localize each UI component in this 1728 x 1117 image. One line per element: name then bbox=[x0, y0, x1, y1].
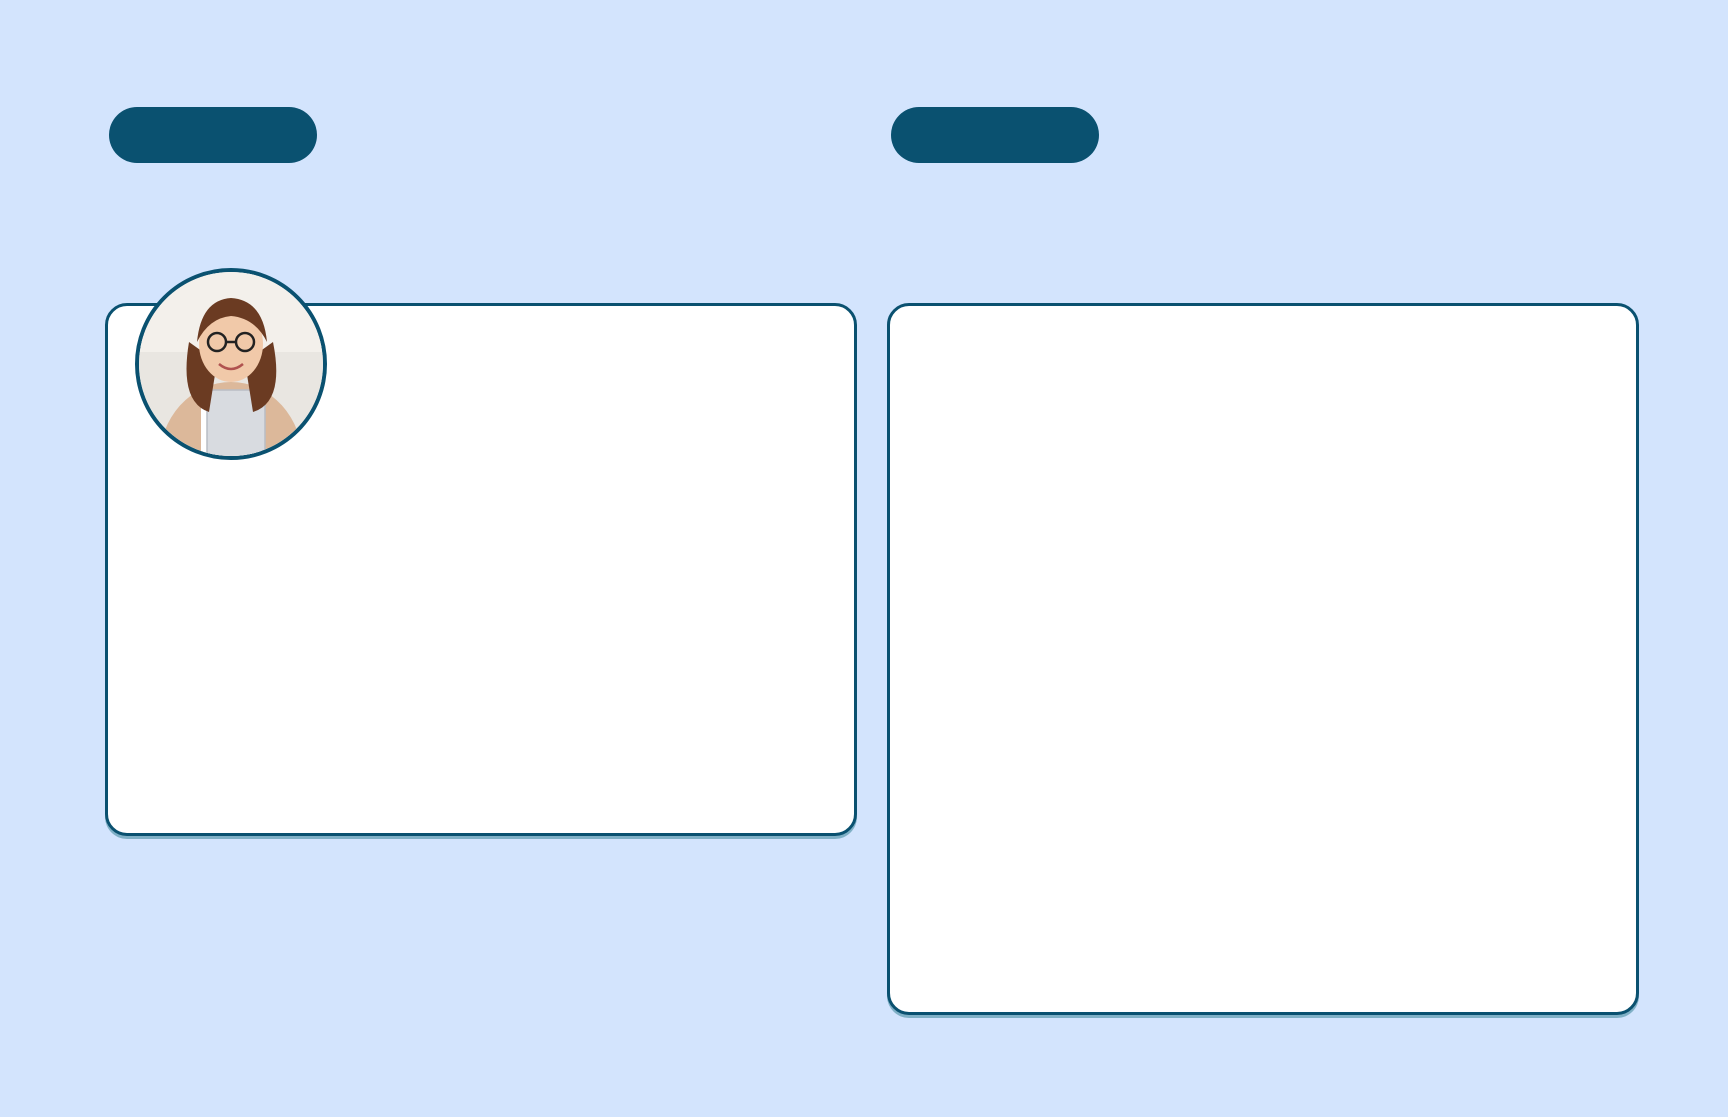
persona-photo bbox=[139, 272, 323, 456]
avatar bbox=[135, 268, 327, 460]
emotion-chart bbox=[966, 566, 1568, 912]
persona-label bbox=[109, 107, 317, 163]
journey-map-label bbox=[891, 107, 1099, 163]
